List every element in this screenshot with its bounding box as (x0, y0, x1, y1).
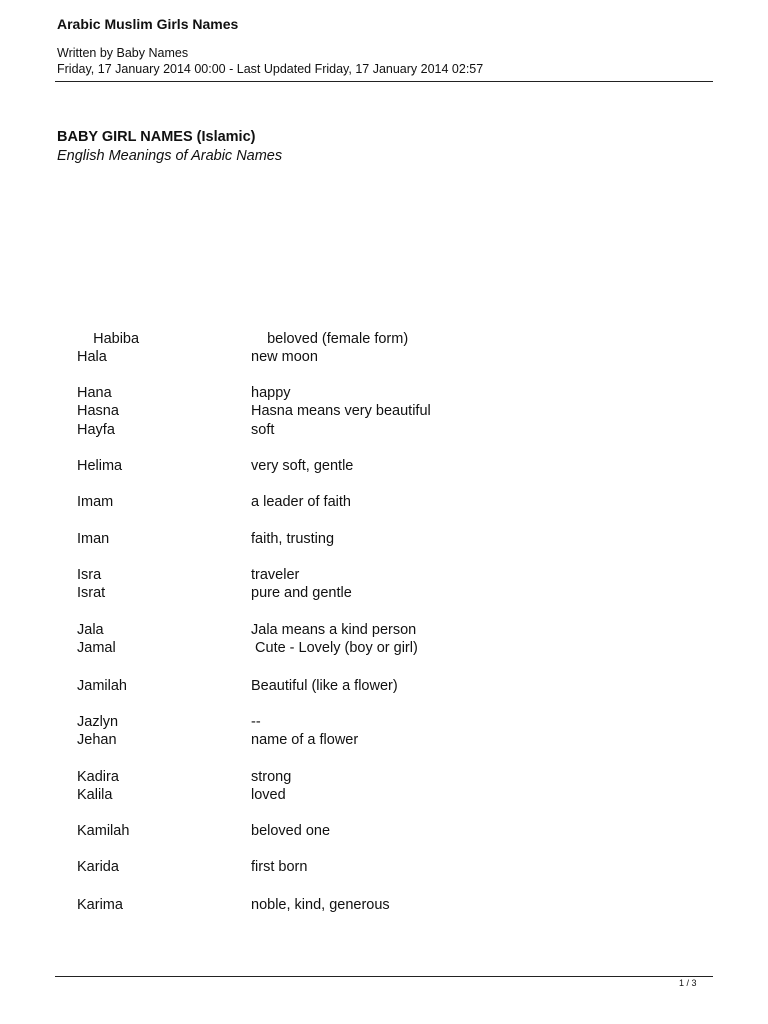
name-cell: Helima (77, 458, 123, 474)
dates-line: Friday, 17 January 2014 00:00 - Last Updated Friday, 17 January 2014 02:57 (57, 62, 484, 76)
meaning-cell: first born (251, 859, 308, 875)
name-cell: Kalila (77, 787, 113, 803)
name-cell: Israt (77, 585, 106, 601)
meaning-cell: Cute - Lovely (boy or girl) (251, 640, 418, 656)
meaning-cell: noble, kind, generous (251, 897, 390, 913)
name-cell: Jazlyn (77, 714, 119, 730)
document-title: Arabic Muslim Girls Names (57, 16, 239, 32)
meaning-cell: beloved one (251, 823, 331, 839)
name-cell: Jamal (77, 640, 116, 656)
name-cell: Jamilah (77, 678, 127, 694)
meaning-cell: name of a flower (251, 732, 359, 748)
name-cell: Karima (77, 897, 123, 913)
name-cell: Hala (77, 349, 107, 365)
footer-divider (55, 976, 713, 977)
meaning-cell: traveler (251, 567, 300, 583)
header-divider (55, 81, 713, 82)
name-cell: Hasna (77, 403, 119, 419)
meaning-cell: new moon (251, 349, 318, 365)
name-cell: Jala (77, 622, 104, 638)
name-cell: Karida (77, 859, 119, 875)
meaning-cell: faith, trusting (251, 531, 335, 547)
author-line: Written by Baby Names (57, 46, 189, 60)
name-cell: Imam (77, 494, 114, 510)
meaning-cell: Jala means a kind person (251, 622, 417, 638)
page-number: 1 / 3 (679, 978, 697, 988)
name-cell: Isra (77, 567, 102, 583)
name-cell: Iman (77, 531, 110, 547)
meaning-cell: pure and gentle (251, 585, 352, 601)
name-cell: Kamilah (77, 823, 130, 839)
meaning-cell: Beautiful (like a flower) (251, 678, 398, 694)
name-cell: Hana (77, 385, 112, 401)
section-heading: BABY GIRL NAMES (Islamic) (57, 129, 256, 145)
meaning-cell: very soft, gentle (251, 458, 354, 474)
meaning-cell: beloved (female form) (251, 331, 409, 347)
name-cell: Jehan (77, 732, 117, 748)
meaning-cell: soft (251, 422, 275, 438)
name-cell: Kadira (77, 769, 119, 785)
meaning-cell: a leader of faith (251, 494, 351, 510)
meaning-cell: -- (251, 714, 261, 730)
name-cell: Hayfa (77, 422, 115, 438)
meaning-cell: Hasna means very beautiful (251, 403, 431, 419)
meaning-cell: strong (251, 769, 292, 785)
name-cell: Habiba (77, 331, 140, 347)
meaning-cell: loved (251, 787, 286, 803)
section-subheading: English Meanings of Arabic Names (57, 148, 283, 164)
meaning-cell: happy (251, 385, 291, 401)
